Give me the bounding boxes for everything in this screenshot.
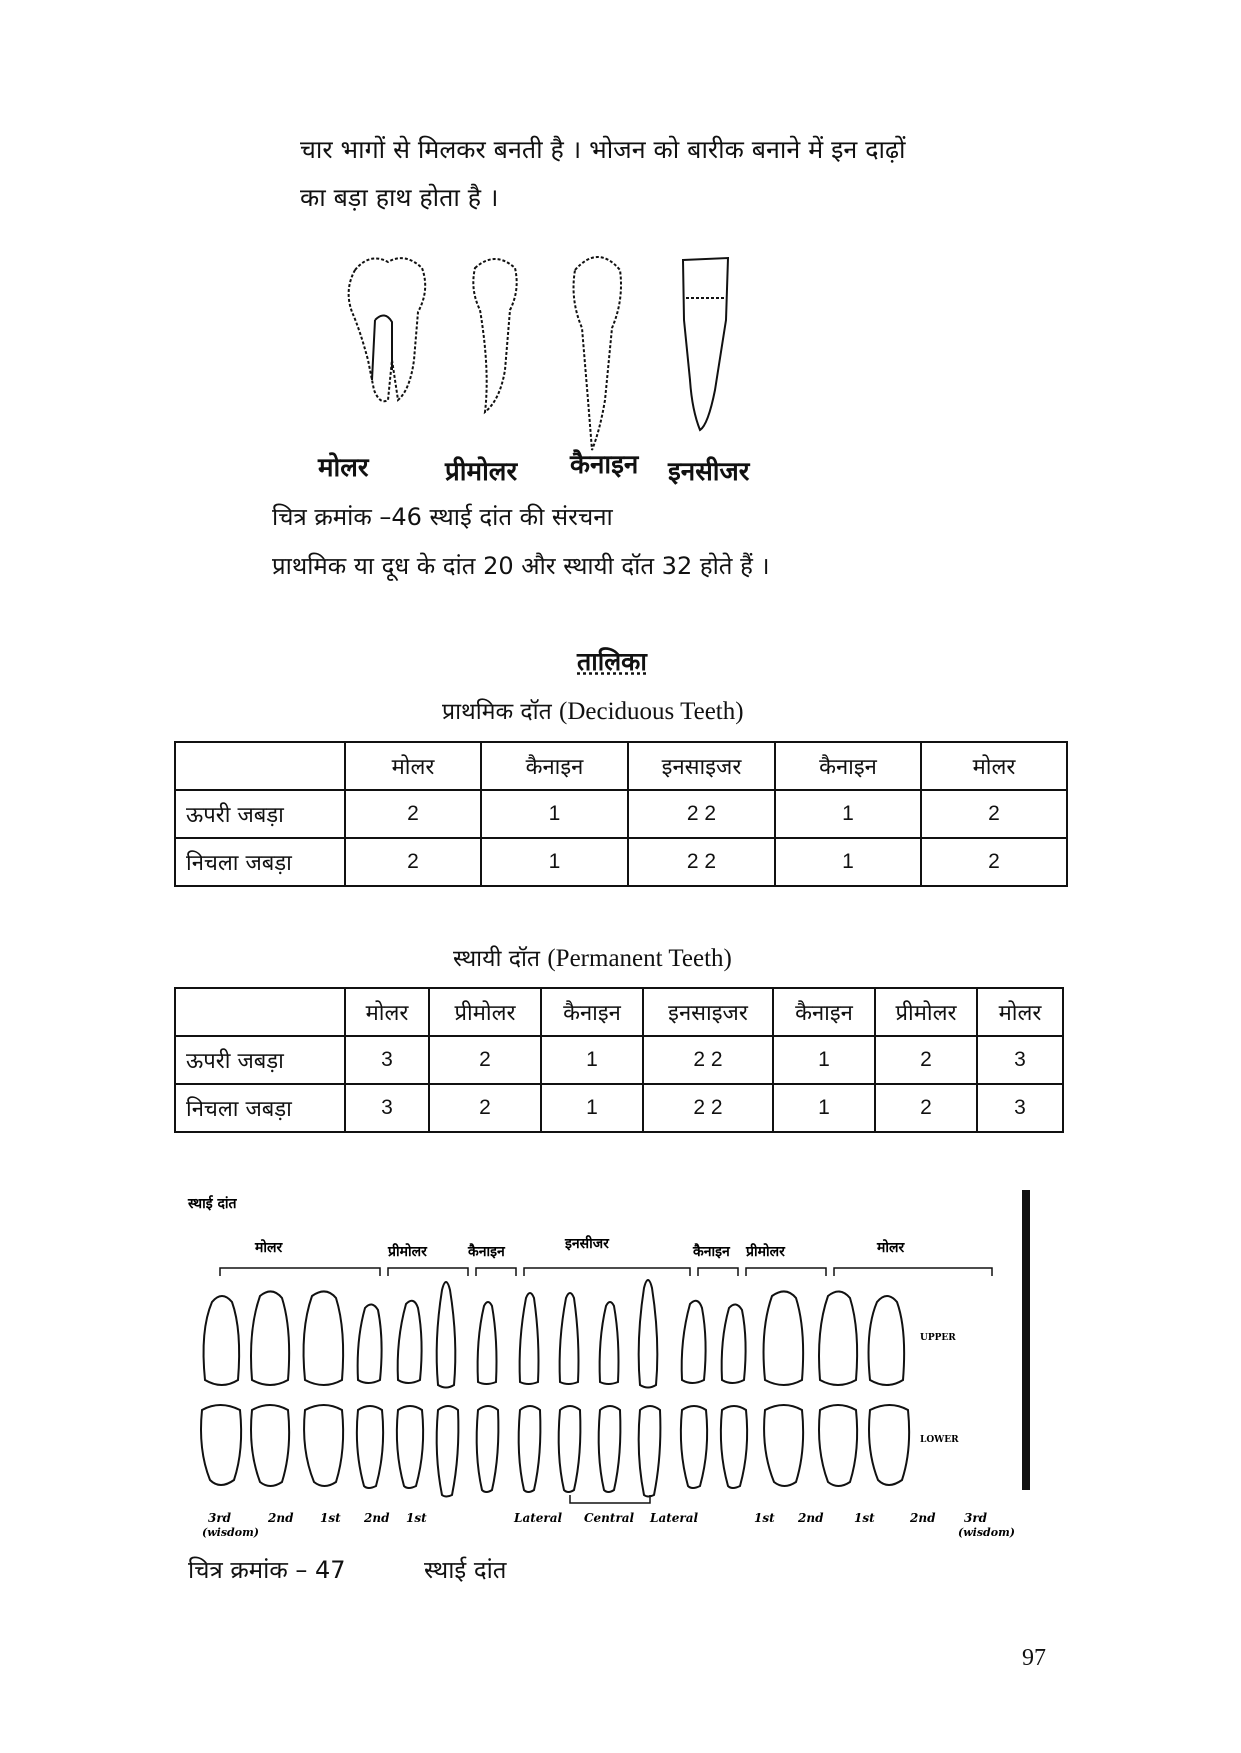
table-cell: 2	[429, 1036, 541, 1084]
table-cell: 2	[345, 790, 481, 838]
table-cell: 3	[345, 1036, 429, 1084]
label-incisor: इनसीजर	[668, 457, 750, 487]
header-cell: इनसाइजर	[643, 988, 773, 1036]
bottom-label: (wisdom)	[202, 1526, 259, 1539]
bottom-label: 1st	[406, 1511, 427, 1525]
table-cell: 2	[429, 1084, 541, 1132]
group-label-molar-right: मोलर	[877, 1240, 905, 1256]
table-cell: 3	[977, 1084, 1063, 1132]
intro-line-2: का बड़ा हाथ होता है ।	[300, 183, 499, 212]
table-cell: 1	[541, 1084, 643, 1132]
incisor-drawing	[683, 258, 728, 430]
table-heading: तालिका	[577, 647, 647, 676]
table-row	[175, 838, 1067, 886]
deciduous-teeth-table	[174, 741, 1068, 887]
bottom-label: 2nd	[910, 1511, 936, 1525]
header-cell: कैनाइन	[773, 988, 875, 1036]
side-label-upper: UPPER	[920, 1333, 956, 1343]
bottom-label: 1st	[754, 1511, 775, 1525]
figure-47-caption-text: स्थाई दांत	[424, 1556, 507, 1584]
group-label-premolar-right: प्रीमोलर	[746, 1244, 785, 1260]
table-cell: 3	[345, 1084, 429, 1132]
table-cell: 1	[773, 1084, 875, 1132]
header-cell: कैनाइन	[481, 742, 628, 790]
group-label-molar: मोलर	[255, 1240, 283, 1256]
edge-bar	[1022, 1190, 1030, 1490]
upper-teeth-row	[204, 1280, 905, 1388]
table-cell: 2	[875, 1084, 977, 1132]
table-cell: 2	[921, 838, 1067, 886]
bottom-label: 1st	[854, 1511, 875, 1525]
permanent-title-hindi: स्थायी दॉत	[453, 946, 541, 972]
row-label: ऊपरी जबड़ा	[175, 790, 345, 838]
row-label: निचला जबड़ा	[175, 1084, 345, 1132]
table-cell: 2	[345, 838, 481, 886]
premolar-drawing	[473, 259, 516, 412]
table-cell: 2 2	[628, 838, 775, 886]
header-cell: इनसाइजर	[628, 742, 775, 790]
bottom-label: 2nd	[798, 1511, 824, 1525]
table-cell: 2 2	[643, 1084, 773, 1132]
header-cell: मोलर	[921, 742, 1067, 790]
table-row	[175, 1036, 1063, 1084]
bottom-label: 2nd	[364, 1511, 390, 1525]
canine-drawing	[574, 257, 621, 450]
group-label-canine-right: कैनाइन	[693, 1244, 730, 1260]
lower-teeth-row	[201, 1405, 909, 1497]
permanent-title-english: (Permanent Teeth)	[547, 945, 732, 972]
intro-line-1: चार भागों से मिलकर बनती है । भोजन को बारीक बनाने में इन दाढ़ों	[300, 135, 906, 164]
bottom-label: 3rd	[964, 1511, 988, 1525]
group-label-incisor: इनसीजर	[565, 1236, 609, 1252]
header-cell: प्रीमोलर	[875, 988, 977, 1036]
deciduous-title-hindi: प्राथमिक दॉत	[442, 699, 552, 725]
molar-drawing	[349, 258, 426, 401]
table-cell: 2	[921, 790, 1067, 838]
label-premolar: प्रीमोलर	[445, 457, 518, 487]
tooth-structure-figure	[330, 250, 760, 450]
bottom-label: Central	[584, 1511, 635, 1525]
bottom-label: 3rd	[208, 1511, 232, 1525]
table-cell: 1	[481, 838, 628, 886]
bottom-label: 1st	[320, 1511, 341, 1525]
bottom-label: 2nd	[268, 1511, 294, 1525]
side-label-lower: LOWER	[920, 1435, 959, 1445]
row-label: ऊपरी जबड़ा	[175, 1036, 345, 1084]
table-row	[175, 790, 1067, 838]
teeth-count-statement: प्राथमिक या दूध के दांत 20 और स्थायी दॉत 32 होते हैं ।	[272, 552, 770, 580]
table-cell: 1	[775, 790, 921, 838]
header-cell: मोलर	[345, 742, 481, 790]
table-cell: 1	[541, 1036, 643, 1084]
bottom-label: (wisdom)	[958, 1526, 1015, 1539]
table-cell: 1	[775, 838, 921, 886]
bottom-label: Lateral	[514, 1511, 563, 1525]
permanent-title	[453, 941, 732, 973]
table-cell: 2 2	[643, 1036, 773, 1084]
permanent-teeth-diagram	[180, 1190, 1050, 1539]
figure-46-caption: चित्र क्रमांक –46 स्थाई दांत की संरचना	[272, 503, 613, 531]
label-canine: कैनाइन	[570, 450, 639, 480]
bottom-label: Lateral	[650, 1511, 699, 1525]
figure-47-caption-number: चित्र क्रमांक – 47	[188, 1556, 346, 1584]
diagram-heading: स्थाई दांत	[188, 1196, 237, 1212]
header-cell: कैनाइन	[541, 988, 643, 1036]
permanent-teeth-table	[174, 987, 1064, 1133]
header-cell	[175, 742, 345, 790]
table-header-row	[175, 988, 1063, 1036]
deciduous-title-english: (Deciduous Teeth)	[559, 698, 744, 725]
header-cell: मोलर	[345, 988, 429, 1036]
table-cell: 1	[773, 1036, 875, 1084]
row-label: निचला जबड़ा	[175, 838, 345, 886]
table-row	[175, 1084, 1063, 1132]
group-label-premolar: प्रीमोलर	[388, 1244, 427, 1260]
table-cell: 2	[875, 1036, 977, 1084]
group-label-canine: कैनाइन	[468, 1244, 505, 1260]
label-molar: मोलर	[318, 453, 369, 483]
header-cell: मोलर	[977, 988, 1063, 1036]
deciduous-title	[442, 694, 744, 726]
header-cell: कैनाइन	[775, 742, 921, 790]
page-number: 97	[1022, 1645, 1046, 1671]
table-cell: 2 2	[628, 790, 775, 838]
header-cell: प्रीमोलर	[429, 988, 541, 1036]
header-cell	[175, 988, 345, 1036]
table-header-row	[175, 742, 1067, 790]
table-cell: 3	[977, 1036, 1063, 1084]
table-cell: 1	[481, 790, 628, 838]
